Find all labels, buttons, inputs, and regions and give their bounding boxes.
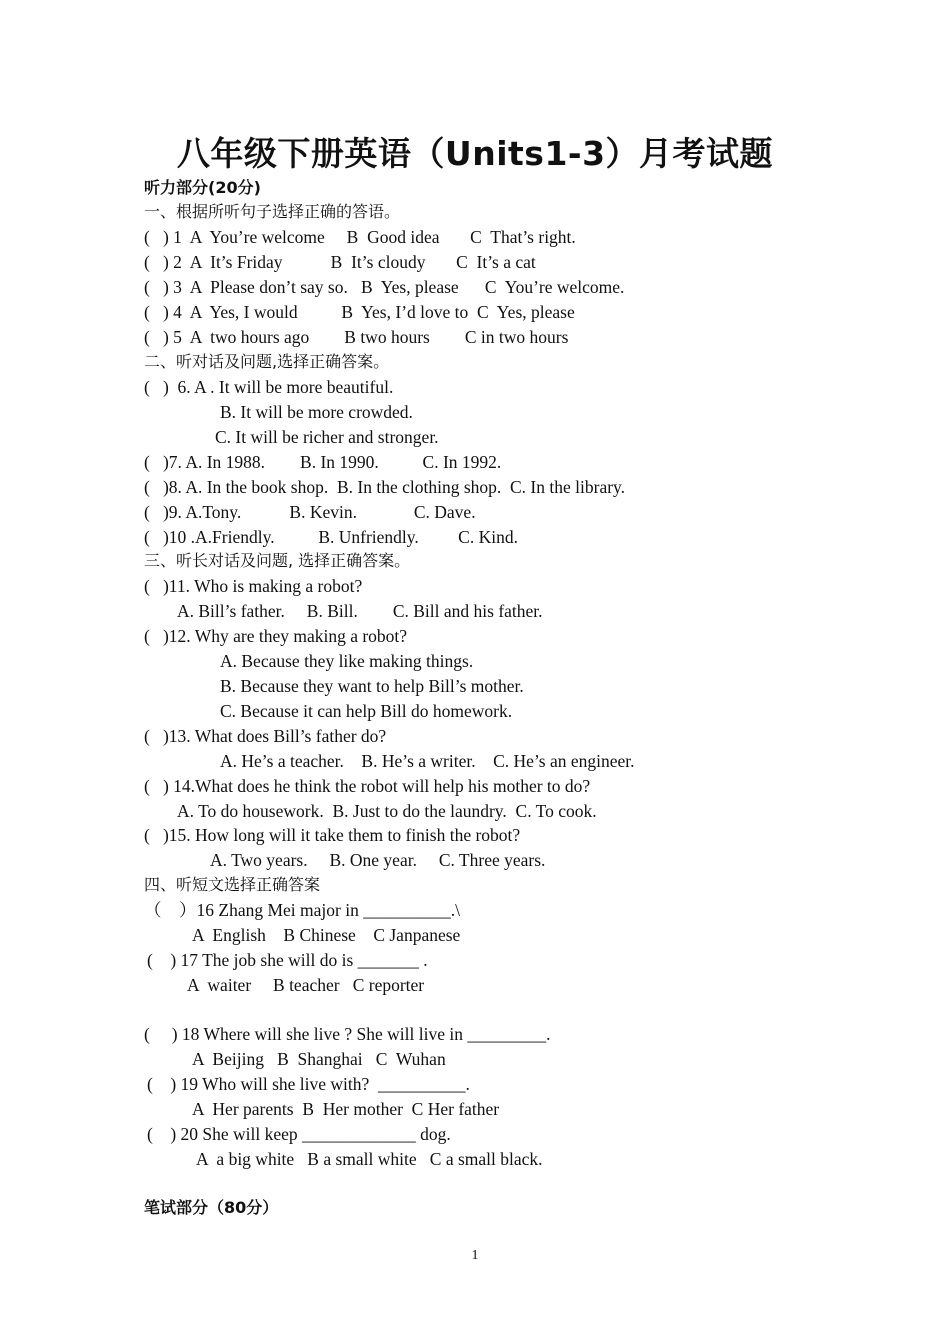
question-2: ( ) 2 A It’s Friday B It’s cloudy C It’s a cat xyxy=(144,252,536,272)
question-17-options: A waiter B teacher C reporter xyxy=(187,975,425,995)
question-1: ( ) 1 A You’re welcome B Good idea C That’s right. xyxy=(144,227,576,247)
question-14-options: A. To do housework. B. Just to do the laundry. C. To cook. xyxy=(177,801,597,821)
written-heading: 笔试部分（80分） xyxy=(144,1198,279,1217)
question-6-option-b: B. It will be more crowded. xyxy=(220,402,413,422)
question-12-option-a: A. Because they like making things. xyxy=(220,651,474,671)
question-19: ( ) 19 Who will she live with? __________. xyxy=(147,1074,470,1094)
question-11-options: A. Bill’s father. B. Bill. C. Bill and his father. xyxy=(177,601,543,621)
question-18-options: A Beijing B Shanghai C Wuhan xyxy=(192,1049,446,1069)
question-16-options: A English B Chinese C Janpanese xyxy=(192,925,461,945)
question-17: ( ) 17 The job she will do is _______ . xyxy=(147,950,428,970)
question-15-options: A. Two years. B. One year. C. Three years. xyxy=(210,850,546,870)
question-19-options: A Her parents B Her mother C Her father xyxy=(192,1099,500,1119)
section-4-heading: 四、听短文选择正确答案 xyxy=(144,875,321,894)
question-12: ( )12. Why are they making a robot? xyxy=(144,626,408,646)
question-18: ( ) 18 Where will she live ? She will live in _________. xyxy=(144,1024,551,1044)
exam-title: 八年级下册英语（Units1-3）月考试题 xyxy=(176,134,774,173)
section-2-heading: 二、听对话及问题,选择正确答案。 xyxy=(144,352,390,371)
section-3-heading: 三、听长对话及问题, 选择正确答案。 xyxy=(144,551,411,570)
question-20-options: A a big white B a small white C a small black. xyxy=(196,1149,543,1169)
question-6-option-c: C. It will be richer and stronger. xyxy=(215,427,439,447)
question-7: ( )7. A. In 1988. B. In 1990. C. In 1992. xyxy=(144,452,502,472)
question-10: ( )10 .A.Friendly. B. Unfriendly. C. Kind. xyxy=(144,527,518,547)
question-14: ( ) 14.What does he think the robot will help his mother to do? xyxy=(144,776,591,796)
question-6: ( ) 6. A . It will be more beautiful. xyxy=(144,377,394,397)
question-12-option-c: C. Because it can help Bill do homework. xyxy=(220,701,513,721)
question-13: ( )13. What does Bill’s father do? xyxy=(144,726,387,746)
section-1-heading: 一、根据所听句子选择正确的答语。 xyxy=(144,202,401,221)
question-16: （ ）16 Zhang Mei major in __________.\ xyxy=(144,900,460,920)
page-number: 1 xyxy=(471,1248,479,1263)
question-20: ( ) 20 She will keep _____________ dog. xyxy=(147,1124,451,1144)
question-12-option-b: B. Because they want to help Bill’s mother. xyxy=(220,676,524,696)
question-13-options: A. He’s a teacher. B. He’s a writer. C. He’s an engineer. xyxy=(220,751,635,771)
question-9: ( )9. A.Tony. B. Kevin. C. Dave. xyxy=(144,502,476,522)
question-8: ( )8. A. In the book shop. B. In the clothing shop. C. In the library. xyxy=(144,477,626,497)
question-5: ( ) 5 A two hours ago B two hours C in two hours xyxy=(144,327,569,347)
question-11: ( )11. Who is making a robot? xyxy=(144,576,363,596)
question-3: ( ) 3 A Please don’t say so. B Yes, please C You’re welcome. xyxy=(144,277,625,297)
listening-heading: 听力部分(20分) xyxy=(144,178,261,197)
question-15: ( )15. How long will it take them to finish the robot? xyxy=(144,825,521,845)
question-4: ( ) 4 A Yes, I would B Yes, I’d love to C Yes, please xyxy=(144,302,575,322)
